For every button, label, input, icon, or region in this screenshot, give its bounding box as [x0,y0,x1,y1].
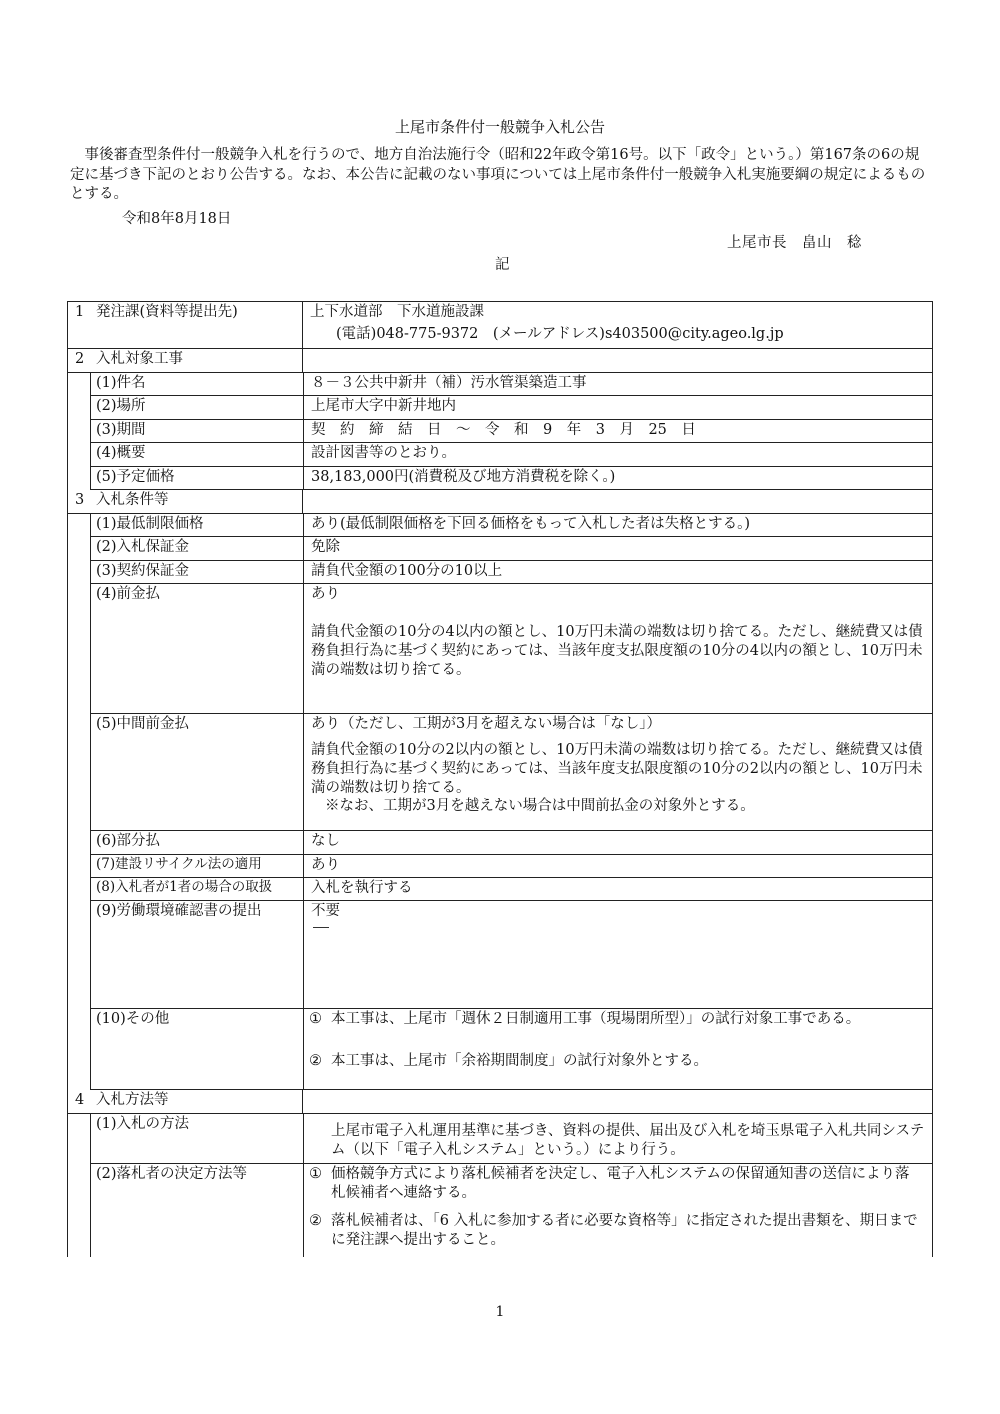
award-item-1: 価格競争方式により落札候補者を決定し、電子入札システムの保留通知書の送信により落札候補者へ連絡する。 [331,1166,910,1201]
item-label: (5)中間前金払 [96,716,190,732]
item-label: (10)その他 [96,1011,170,1027]
column-divider [303,1114,304,1163]
column-divider [303,878,304,900]
page-number: 1 [495,1304,505,1320]
item-row-interim-payment [90,714,932,831]
section-number: 3 [75,492,85,508]
item-value-block [311,585,926,679]
item-row-contract-deposit [90,561,932,584]
column-divider [303,537,304,560]
item-value: 入札を執行する [311,880,413,896]
item-row-other [90,1009,932,1090]
column-divider [303,1009,304,1089]
item-label: (1)入札の方法 [96,1116,190,1132]
intro-text [70,146,930,205]
item-label: (3)契約保証金 [96,563,190,579]
item-value: 上尾市電子入札運用基準に基づき、資料の提供、届出及び入札を埼玉県電子入札共同システム（以下「電子入札システム」という。）により行う。 [331,1123,925,1158]
column-divider [303,514,304,536]
section-number: 2 [75,351,85,367]
item-value: 不要 [311,903,340,919]
column-divider [303,901,304,1008]
contact-info: (電話)048-775-9372 (メールアドレス)s403500@city.ageo.lg.jp [336,325,784,342]
item-value: 契 約 締 結 日 ～ 令 和 9 年 3 月 25 日 [311,422,696,438]
column-divider [303,1164,304,1257]
item-label: (1)最低制限価格 [96,516,204,532]
column-divider [302,1090,303,1113]
item-row-period [90,420,932,443]
section-2-row [68,349,932,373]
section-label: 発注課(資料等提出先) [96,304,238,320]
item-row-advance-payment [90,584,932,714]
column-divider [302,302,303,348]
item-value: 免除 [311,539,340,555]
intro-paragraph: 事後審査型条件付一般競争入札を行うので、地方自治法施行令（昭和22年政令第16号。以下「政令」という。）第167条の6の規定に基づき下記のとおり公告する。なお、本公告に記載のない事項については上尾市条件付一般競争入札実施要綱の規定によるものとする。 [70,147,926,203]
item-value: 上尾市大字中新井地内 [311,398,456,414]
item-label: (9)労働環境確認書の提出 [96,903,262,919]
item-label: (4)前金払 [96,586,161,602]
column-divider [303,584,304,713]
page-title: 上尾市条件付一般競争入札公告 [394,118,605,136]
item-label: (6)部分払 [96,833,161,849]
notice-date: 令和8年8月18日 [122,211,232,227]
circle-number-2: ② [309,1213,322,1229]
item-label: (7)建設リサイクル法の適用 [96,856,262,872]
item-detail: 請負代金額の10分の2以内の額とし、10万円未満の端数は切り捨てる。ただし、継続費又は債務負担行為に基づく契約にあっては、当該年度支払限度額の10分の2以内の額とし、10万円未満の端数は切り捨てる。 [311,741,923,796]
section-label: 入札条件等 [96,492,169,508]
section-1-value [310,303,926,344]
item-value: ８－３公共中新井（補）汚水管渠築造工事 [311,375,587,391]
item-label: (5)予定価格 [96,469,175,485]
item-label: (2)入札保証金 [96,539,190,555]
item-row-bid-deposit [90,537,932,561]
column-divider [302,490,303,513]
item-value-block [311,902,926,928]
item-value: あり [311,586,340,602]
item-row-recycling-law [90,855,932,878]
section-label: 入札対象工事 [96,351,183,367]
item-value-block [311,715,926,816]
item-label: (3)期間 [96,422,146,438]
item-detail: 請負代金額の10分の4以内の額とし、10万円未満の端数は切り捨てる。ただし、継続費又は債務負担行為に基づく契約にあっては、当該年度支払限度額の10分の4以内の額とし、10万円未満の端数は切り捨てる。 [311,623,923,678]
section-1-row [68,302,932,349]
circle-number-2: ② [309,1053,322,1069]
item-note: ※なお、工期が3月を越えない場合は中間前払金の対象外とする。 [325,798,755,815]
column-divider [303,443,304,466]
section-3-row [68,490,932,514]
column-divider [303,561,304,583]
dash-mark [313,927,329,928]
item-row-price [90,467,932,490]
item-label: (1)件名 [96,375,146,391]
item-value: あり（ただし、工期が3月を超えない場合は「なし」） [311,716,661,732]
column-divider [303,714,304,830]
item-label: (2)落札者の決定方法等 [96,1166,248,1182]
item-row-labor-confirmation [90,901,932,1009]
circle-number-1: ① [309,1011,322,1027]
section-4-row [68,1090,932,1114]
column-divider [303,396,304,419]
other-item-1: 本工事は、上尾市「週休２日制適用工事（現場閉所型）」の試行対象工事である。 [331,1011,861,1027]
column-divider [303,373,304,395]
item-row-min-price [90,514,932,537]
ki-mark: 記 [495,257,510,273]
item-value: なし [311,833,340,849]
column-divider [303,831,304,854]
section-number: 4 [75,1092,85,1108]
column-divider [303,420,304,442]
item-row-partial-payment [90,831,932,855]
item-row-summary [90,443,932,467]
item-row-bid-method [90,1114,932,1164]
notice-author: 上尾市長 畠山 稔 [727,235,862,251]
section-number: 1 [75,304,85,320]
section-label: 入札方法等 [96,1092,169,1108]
column-divider [302,349,303,372]
item-label: (8)入札者が1者の場合の取扱 [96,879,273,895]
circle-number-1: ① [309,1166,322,1182]
department-name: 上下水道部 下水道施設課 [310,304,484,320]
item-row-name [90,373,932,396]
item-row-award-method [90,1164,932,1257]
column-divider [303,467,304,489]
other-item-2: 本工事は、上尾市「余裕期間制度」の試行対象外とする。 [331,1053,708,1069]
item-label: (2)場所 [96,398,146,414]
item-value: あり(最低制限価格を下回る価格をもって入札した者は失格とする。) [311,516,751,532]
item-value: 38,183,000円(消費税及び地方消費税を除く。) [311,469,616,485]
item-label: (4)概要 [96,445,146,461]
notice-table [67,301,933,1257]
item-value: 請負代金額の100分の10以上 [311,563,503,579]
item-value: あり [311,857,340,873]
item-row-place [90,396,932,420]
column-divider [303,855,304,877]
award-item-2: 落札候補者は、「6 入札に参加する者に必要な資格等」に指定された提出書類を、期日までに発注課へ提出すること。 [331,1213,918,1248]
item-value: 設計図書等のとおり。 [311,445,456,461]
item-row-single-bidder [90,878,932,901]
